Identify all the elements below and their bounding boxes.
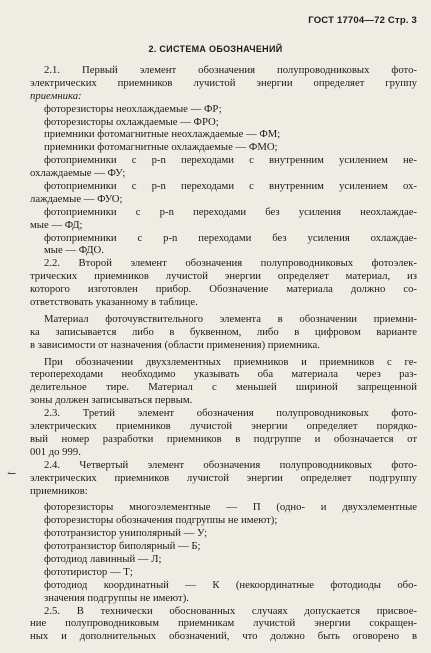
text-line: фоторезисторы обозначения подгруппы не имеют);	[44, 514, 278, 527]
page-header	[308, 15, 417, 26]
text-line: приемника:	[30, 89, 82, 102]
text-line: фотоприемники с p-n переходами без усиления неохлаждае-	[44, 205, 417, 218]
text-line: фотоприемники с p-n переходами с внутренним усилением не-	[44, 154, 417, 167]
text-line: ответствовать указанному в таблице.	[30, 296, 198, 309]
text-line: При обозначении двухзлементных приемников и приемников с ге-	[44, 355, 417, 368]
text-line: Материал фоточувствительного элемента в обозначении приемни-	[44, 312, 417, 325]
text-line: фоторезисторы неохлаждаемые — ФР;	[44, 102, 222, 115]
text-line: 2.1. Первый элемент обозначения полупроводниковых фото-	[44, 64, 417, 76]
text-line: электрических приемников лучистой энергии определяет порядко-	[30, 420, 417, 433]
text-line: значения подгруппы не имеют).	[44, 591, 189, 604]
text-line: приемники фотомагнитные неохлаждаемые — ФМ;	[44, 128, 281, 141]
document-body	[30, 64, 417, 643]
text-line: приемников:	[30, 484, 88, 497]
text-line: фототранзистор биполярный — Б;	[44, 540, 201, 553]
text-line: фотоприемники с p-n переходами с внутренним усилением ох-	[44, 180, 417, 193]
page-number: Стр. 3	[387, 15, 417, 26]
text-line: приемники фотомагнитные охлаждаемые — ФМО;	[44, 141, 278, 154]
text-line: в зависимости от назначения (области применения) приемника.	[30, 338, 320, 351]
section-title: 2. СИСТЕМА ОБОЗНАЧЕНИЙ	[148, 44, 283, 54]
text-line: мые — ФД;	[30, 218, 83, 231]
text-line: 001 до 999.	[30, 445, 81, 458]
text-line: теропереходами необходимо указывать оба материала через раз-	[30, 368, 417, 381]
text-line: мые — ФДО.	[44, 244, 104, 257]
text-line: фоторезисторы многоэлементные — П (одно- и двухэлементные	[44, 501, 417, 514]
text-line: 2.4. Четвертый элемент обозначения полупроводниковых фото-	[44, 458, 417, 471]
text-line: ка записывается либо в буквенном, либо в цифровом варианте	[30, 325, 417, 338]
text-line: 2.3. Третий элемент обозначения полупроводниковых фото-	[44, 407, 417, 420]
text-line: трических приемников лучистой энергии определяет материал, из	[30, 270, 417, 283]
text-line: ных и дополнительных обозначений, что должно быть оговорено в	[30, 630, 417, 643]
text-line: фототранзистор униполярный — У;	[44, 527, 208, 540]
text-line: зоны должен записываться первым.	[30, 394, 193, 407]
text-line: вый номер разработки приемников в подгруппе и обозначается от	[30, 432, 417, 445]
text-line: 2.2. Второй элемент обозначения полупроводниковых фотоэлек-	[44, 257, 417, 270]
text-line: которого изготовлен прибор. Обозначение материала должно со-	[30, 283, 417, 296]
text-line: электрических приемников лучистой энергии определяет группу	[30, 76, 417, 89]
standard-number: ГОСТ 17704—72	[308, 15, 386, 26]
text-line: фотоприемники с p-n переходами без усиления охлаждае-	[44, 231, 417, 244]
text-line: электрических приемников лучистой энергии определяет подгруппу	[30, 471, 417, 484]
text-line: фотодиод координатный — К (некоординатные фотодиоды обо-	[44, 578, 417, 591]
text-line: охлаждаемые — ФУ;	[30, 167, 126, 180]
text-line: лаждаемые — ФУО;	[30, 192, 123, 205]
margin-mark: ↼	[7, 468, 17, 480]
text-line: фоторезисторы охлаждаемые — ФРО;	[44, 115, 219, 128]
text-line: 2.5. В технически обоснованных случаях допускается присвое-	[44, 604, 417, 617]
text-line: фотодиод лавинный — Л;	[44, 552, 162, 565]
text-line: ние полупроводниковым приемникам лучистой энергии сокращен-	[30, 617, 417, 630]
text-line: фототиристор — Т;	[44, 565, 133, 578]
text-line: делительное тире. Материал с меньшей шириной запрещенной	[30, 381, 417, 394]
